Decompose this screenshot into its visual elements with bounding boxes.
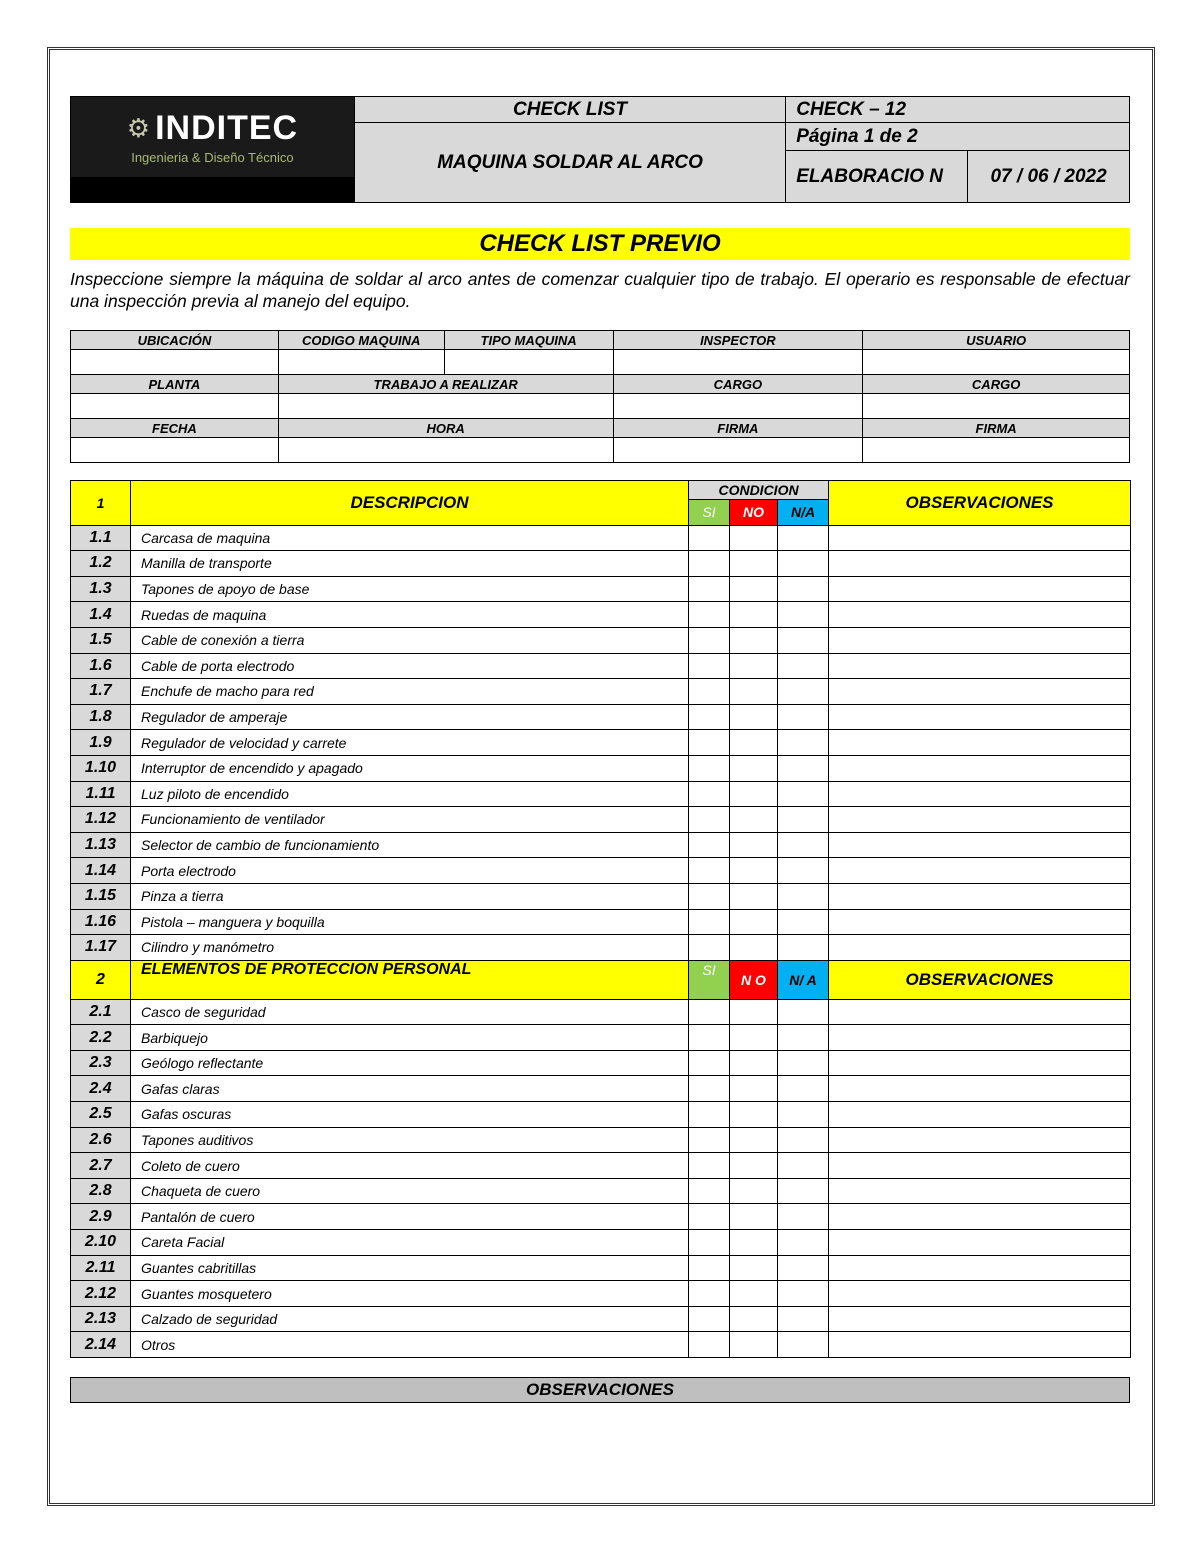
item-description: Cilindro y manómetro — [131, 935, 689, 961]
logo-subtitle: Ingenieria & Diseño Técnico — [131, 150, 294, 165]
intro-text: Inspeccione siempre la máquina de soldar al arco antes de comenzar cualquier tipo de trabajo. El operario es responsable de efectuar una inspección previa al manejo del equipo. — [70, 269, 1130, 311]
observation-field[interactable] — [829, 1050, 1131, 1076]
si-checkbox[interactable] — [689, 704, 730, 730]
si-checkbox[interactable] — [689, 883, 730, 909]
observation-field[interactable] — [829, 627, 1131, 653]
no-checkbox[interactable] — [730, 755, 778, 781]
item-description: Tapones de apoyo de base — [131, 576, 689, 602]
fecha-field[interactable] — [71, 438, 279, 463]
si-checkbox[interactable] — [689, 602, 730, 628]
na-checkbox[interactable] — [778, 704, 829, 730]
si-checkbox[interactable] — [689, 781, 730, 807]
cargo-inspector-field[interactable] — [613, 394, 863, 419]
no-checkbox[interactable] — [730, 832, 778, 858]
observation-field[interactable] — [829, 576, 1131, 602]
item-number: 2.10 — [71, 1230, 131, 1256]
si-checkbox[interactable] — [689, 1281, 730, 1307]
no-header-2: N O — [730, 960, 778, 999]
label-hora: HORA — [278, 419, 613, 438]
na-checkbox[interactable] — [778, 576, 829, 602]
page-title: CHECK LIST PREVIO — [70, 228, 1130, 260]
section2-header-row — [71, 960, 1131, 999]
na-checkbox[interactable] — [778, 1178, 829, 1204]
label-firma-inspector: FIRMA — [613, 419, 863, 438]
table-row — [71, 909, 1131, 935]
label-inspector: INSPECTOR — [613, 331, 863, 350]
label-codigo: CODIGO MAQUINA — [278, 331, 444, 350]
no-checkbox[interactable] — [730, 679, 778, 705]
item-number: 1.2 — [71, 551, 131, 577]
observation-field[interactable] — [829, 858, 1131, 884]
table-row — [71, 935, 1131, 961]
document-header — [70, 96, 1130, 203]
no-checkbox[interactable] — [730, 1178, 778, 1204]
table-row — [71, 1281, 1131, 1307]
observation-field[interactable] — [829, 781, 1131, 807]
no-checkbox[interactable] — [730, 1204, 778, 1230]
si-checkbox[interactable] — [689, 807, 730, 833]
si-header: SI — [689, 500, 730, 526]
observation-field[interactable] — [829, 602, 1131, 628]
si-checkbox[interactable] — [689, 1255, 730, 1281]
no-checkbox[interactable] — [730, 1306, 778, 1332]
na-checkbox[interactable] — [778, 781, 829, 807]
na-checkbox[interactable] — [778, 551, 829, 577]
item-description: Ruedas de maquina — [131, 602, 689, 628]
label-tipo: TIPO MAQUINA — [444, 331, 613, 350]
na-checkbox[interactable] — [778, 858, 829, 884]
item-number: 2.4 — [71, 1076, 131, 1102]
no-checkbox[interactable] — [730, 858, 778, 884]
si-checkbox[interactable] — [689, 935, 730, 961]
item-description: Enchufe de macho para red — [131, 679, 689, 705]
item-description: Geólogo reflectante — [131, 1050, 689, 1076]
no-checkbox[interactable] — [730, 1050, 778, 1076]
no-checkbox[interactable] — [730, 1076, 778, 1102]
no-checkbox[interactable] — [730, 935, 778, 961]
table-row — [71, 1306, 1131, 1332]
item-description: Guantes cabritillas — [131, 1255, 689, 1281]
na-checkbox[interactable] — [778, 1332, 829, 1358]
table-row — [71, 883, 1131, 909]
item-number: 2.5 — [71, 1102, 131, 1128]
codigo-field[interactable] — [278, 350, 444, 375]
si-checkbox[interactable] — [689, 1332, 730, 1358]
na-header: N/A — [778, 500, 829, 526]
si-checkbox[interactable] — [689, 1230, 730, 1256]
item-description: Porta electrodo — [131, 858, 689, 884]
na-checkbox[interactable] — [778, 883, 829, 909]
doc-type: CHECK LIST — [354, 97, 785, 123]
table-row — [71, 858, 1131, 884]
section1-obs-header: OBSERVACIONES — [829, 481, 1131, 526]
table-row — [71, 1127, 1131, 1153]
table-row — [71, 602, 1131, 628]
observation-field[interactable] — [829, 832, 1131, 858]
na-checkbox[interactable] — [778, 1076, 829, 1102]
observation-field[interactable] — [829, 999, 1131, 1025]
table-row — [71, 755, 1131, 781]
table-row — [71, 1178, 1131, 1204]
observation-field[interactable] — [829, 551, 1131, 577]
table-row — [71, 627, 1131, 653]
doc-code: CHECK – 12 — [786, 97, 1130, 123]
cargo-usuario-field[interactable] — [863, 394, 1130, 419]
si-checkbox[interactable] — [689, 1306, 730, 1332]
si-checkbox[interactable] — [689, 576, 730, 602]
na-header-2: N/ A — [778, 960, 829, 999]
na-checkbox[interactable] — [778, 1153, 829, 1179]
logo-name: INDITEC — [155, 109, 299, 147]
no-checkbox[interactable] — [730, 653, 778, 679]
item-description: Calzado de seguridad — [131, 1306, 689, 1332]
na-checkbox[interactable] — [778, 602, 829, 628]
elab-label: ELABORACIO N — [786, 151, 968, 203]
no-checkbox[interactable] — [730, 1255, 778, 1281]
label-firma-usuario: FIRMA — [863, 419, 1130, 438]
item-number: 2.2 — [71, 1025, 131, 1051]
item-description: Selector de cambio de funcionamiento — [131, 832, 689, 858]
no-checkbox[interactable] — [730, 1281, 778, 1307]
si-checkbox[interactable] — [689, 1127, 730, 1153]
doc-subject: MAQUINA SOLDAR AL ARCO — [354, 123, 785, 203]
section2-obs-header: OBSERVACIONES — [829, 960, 1131, 999]
si-checkbox[interactable] — [689, 551, 730, 577]
item-description: Manilla de transporte — [131, 551, 689, 577]
table-row — [71, 576, 1131, 602]
na-checkbox[interactable] — [778, 832, 829, 858]
no-checkbox[interactable] — [730, 883, 778, 909]
item-number: 1.3 — [71, 576, 131, 602]
observation-field[interactable] — [829, 1306, 1131, 1332]
item-number: 2.7 — [71, 1153, 131, 1179]
label-planta: PLANTA — [71, 375, 279, 394]
firma-inspector-field[interactable] — [613, 438, 863, 463]
observation-field[interactable] — [829, 525, 1131, 551]
item-number: 1.7 — [71, 679, 131, 705]
item-number: 1.10 — [71, 755, 131, 781]
table-row — [71, 1332, 1131, 1358]
observation-field[interactable] — [829, 679, 1131, 705]
na-checkbox[interactable] — [778, 999, 829, 1025]
ubicacion-field[interactable] — [71, 350, 279, 375]
observation-field[interactable] — [829, 1153, 1131, 1179]
table-row — [71, 781, 1131, 807]
item-number: 1.5 — [71, 627, 131, 653]
si-checkbox[interactable] — [689, 1102, 730, 1128]
item-description: Carcasa de maquina — [131, 525, 689, 551]
item-number: 2.8 — [71, 1178, 131, 1204]
item-number: 2.9 — [71, 1204, 131, 1230]
na-checkbox[interactable] — [778, 1281, 829, 1307]
item-number: 2.14 — [71, 1332, 131, 1358]
si-checkbox[interactable] — [689, 858, 730, 884]
si-checkbox[interactable] — [689, 999, 730, 1025]
no-checkbox[interactable] — [730, 576, 778, 602]
item-number: 2.1 — [71, 999, 131, 1025]
na-checkbox[interactable] — [778, 627, 829, 653]
observation-field[interactable] — [829, 935, 1131, 961]
no-checkbox[interactable] — [730, 602, 778, 628]
info-table — [70, 330, 1130, 463]
item-description: Pistola – manguera y boquilla — [131, 909, 689, 935]
label-usuario: USUARIO — [863, 331, 1130, 350]
item-number: 1.6 — [71, 653, 131, 679]
item-description: Gafas oscuras — [131, 1102, 689, 1128]
label-fecha: FECHA — [71, 419, 279, 438]
observation-field[interactable] — [829, 1025, 1131, 1051]
no-checkbox[interactable] — [730, 909, 778, 935]
tipo-field[interactable] — [444, 350, 613, 375]
no-checkbox[interactable] — [730, 807, 778, 833]
item-description: Chaqueta de cuero — [131, 1178, 689, 1204]
table-row — [71, 807, 1131, 833]
si-checkbox[interactable] — [689, 653, 730, 679]
table-row — [71, 1076, 1131, 1102]
na-checkbox[interactable] — [778, 935, 829, 961]
no-checkbox[interactable] — [730, 730, 778, 756]
item-description: Regulador de amperaje — [131, 704, 689, 730]
item-number: 2.6 — [71, 1127, 131, 1153]
na-checkbox[interactable] — [778, 730, 829, 756]
item-description: Barbiquejo — [131, 1025, 689, 1051]
section1-title: DESCRIPCION — [131, 481, 689, 526]
item-description: Tapones auditivos — [131, 1127, 689, 1153]
item-number: 2.12 — [71, 1281, 131, 1307]
table-row — [71, 1025, 1131, 1051]
item-description: Interruptor de encendido y apagado — [131, 755, 689, 781]
item-description: Careta Facial — [131, 1230, 689, 1256]
observation-field[interactable] — [829, 909, 1131, 935]
si-checkbox[interactable] — [689, 1178, 730, 1204]
item-description: Cable de conexión a tierra — [131, 627, 689, 653]
observation-field[interactable] — [829, 1178, 1131, 1204]
table-row — [71, 1050, 1131, 1076]
si-checkbox[interactable] — [689, 1153, 730, 1179]
item-number: 1.8 — [71, 704, 131, 730]
table-row — [71, 1255, 1131, 1281]
trabajo-field[interactable] — [278, 394, 613, 419]
item-description: Pinza a tierra — [131, 883, 689, 909]
no-checkbox[interactable] — [730, 1153, 778, 1179]
si-checkbox[interactable] — [689, 525, 730, 551]
item-number: 2.13 — [71, 1306, 131, 1332]
item-description: Gafas claras — [131, 1076, 689, 1102]
label-cargo-usuario: CARGO — [863, 375, 1130, 394]
no-checkbox[interactable] — [730, 1332, 778, 1358]
page-number: Página 1 de 2 — [786, 123, 1130, 151]
item-description: Funcionamiento de ventilador — [131, 807, 689, 833]
no-checkbox[interactable] — [730, 704, 778, 730]
item-number: 1.9 — [71, 730, 131, 756]
item-number: 1.4 — [71, 602, 131, 628]
observation-field[interactable] — [829, 1255, 1131, 1281]
si-checkbox[interactable] — [689, 755, 730, 781]
na-checkbox[interactable] — [778, 525, 829, 551]
table-row — [71, 653, 1131, 679]
observation-field[interactable] — [829, 653, 1131, 679]
table-row — [71, 832, 1131, 858]
no-checkbox[interactable] — [730, 551, 778, 577]
label-trabajo: TRABAJO A REALIZAR — [278, 375, 613, 394]
checklist-table — [70, 480, 1131, 1358]
section2-number: 2 — [71, 960, 131, 999]
no-checkbox[interactable] — [730, 627, 778, 653]
inspector-field[interactable] — [613, 350, 863, 375]
observations-bar: OBSERVACIONES — [70, 1377, 1130, 1403]
observation-field[interactable] — [829, 1332, 1131, 1358]
na-checkbox[interactable] — [778, 1050, 829, 1076]
condition-header: CONDICION — [689, 481, 829, 500]
item-number: 1.11 — [71, 781, 131, 807]
observation-field[interactable] — [829, 1102, 1131, 1128]
item-number: 2.11 — [71, 1255, 131, 1281]
table-row — [71, 1204, 1131, 1230]
si-header-2: SI — [689, 960, 730, 999]
firma-usuario-field[interactable] — [863, 438, 1130, 463]
na-checkbox[interactable] — [778, 1306, 829, 1332]
item-description: Casco de seguridad — [131, 999, 689, 1025]
na-checkbox[interactable] — [778, 1025, 829, 1051]
table-row — [71, 679, 1131, 705]
item-number: 1.16 — [71, 909, 131, 935]
si-checkbox[interactable] — [689, 832, 730, 858]
item-description: Otros — [131, 1332, 689, 1358]
no-checkbox[interactable] — [730, 781, 778, 807]
na-checkbox[interactable] — [778, 1255, 829, 1281]
no-checkbox[interactable] — [730, 999, 778, 1025]
observation-field[interactable] — [829, 730, 1131, 756]
si-checkbox[interactable] — [689, 1204, 730, 1230]
si-checkbox[interactable] — [689, 627, 730, 653]
si-checkbox[interactable] — [689, 1076, 730, 1102]
no-checkbox[interactable] — [730, 1127, 778, 1153]
na-checkbox[interactable] — [778, 807, 829, 833]
observation-field[interactable] — [829, 807, 1131, 833]
table-row — [71, 1153, 1131, 1179]
section2-title: ELEMENTOS DE PROTECCION PERSONAL — [131, 960, 689, 999]
observation-field[interactable] — [829, 704, 1131, 730]
na-checkbox[interactable] — [778, 653, 829, 679]
item-description: Coleto de cuero — [131, 1153, 689, 1179]
no-checkbox[interactable] — [730, 1102, 778, 1128]
na-checkbox[interactable] — [778, 1204, 829, 1230]
observation-field[interactable] — [829, 883, 1131, 909]
planta-field[interactable] — [71, 394, 279, 419]
label-cargo-inspector: CARGO — [613, 375, 863, 394]
section1-number: 1 — [71, 481, 131, 526]
table-row — [71, 1230, 1131, 1256]
table-row — [71, 730, 1131, 756]
item-number: 1.12 — [71, 807, 131, 833]
item-description: Regulador de velocidad y carrete — [131, 730, 689, 756]
observation-field[interactable] — [829, 1230, 1131, 1256]
table-row — [71, 704, 1131, 730]
item-number: 2.3 — [71, 1050, 131, 1076]
no-checkbox[interactable] — [730, 1230, 778, 1256]
si-checkbox[interactable] — [689, 909, 730, 935]
label-ubicacion: UBICACIÓN — [71, 331, 279, 350]
na-checkbox[interactable] — [778, 909, 829, 935]
item-number: 1.17 — [71, 935, 131, 961]
no-checkbox[interactable] — [730, 525, 778, 551]
si-checkbox[interactable] — [689, 679, 730, 705]
table-row — [71, 1102, 1131, 1128]
na-checkbox[interactable] — [778, 679, 829, 705]
elab-date: 07 / 06 / 2022 — [968, 151, 1130, 203]
observation-field[interactable] — [829, 1204, 1131, 1230]
no-header: NO — [730, 500, 778, 526]
item-description: Guantes mosquetero — [131, 1281, 689, 1307]
si-checkbox[interactable] — [689, 730, 730, 756]
item-number: 1.13 — [71, 832, 131, 858]
item-number: 1.1 — [71, 525, 131, 551]
na-checkbox[interactable] — [778, 1230, 829, 1256]
hora-field[interactable] — [278, 438, 613, 463]
na-checkbox[interactable] — [778, 755, 829, 781]
observation-field[interactable] — [829, 1281, 1131, 1307]
item-description: Luz piloto de encendido — [131, 781, 689, 807]
table-row — [71, 551, 1131, 577]
item-description: Pantalón de cuero — [131, 1204, 689, 1230]
gear-icon: ⚙ — [126, 113, 152, 143]
usuario-field[interactable] — [863, 350, 1130, 375]
observation-field[interactable] — [829, 1127, 1131, 1153]
observation-field[interactable] — [829, 1076, 1131, 1102]
na-checkbox[interactable] — [778, 1102, 829, 1128]
item-description: Cable de porta electrodo — [131, 653, 689, 679]
item-number: 1.15 — [71, 883, 131, 909]
observation-field[interactable] — [829, 755, 1131, 781]
company-logo — [71, 97, 355, 203]
si-checkbox[interactable] — [689, 1050, 730, 1076]
item-number: 1.14 — [71, 858, 131, 884]
table-row — [71, 999, 1131, 1025]
table-row — [71, 525, 1131, 551]
si-checkbox[interactable] — [689, 1025, 730, 1051]
no-checkbox[interactable] — [730, 1025, 778, 1051]
na-checkbox[interactable] — [778, 1127, 829, 1153]
